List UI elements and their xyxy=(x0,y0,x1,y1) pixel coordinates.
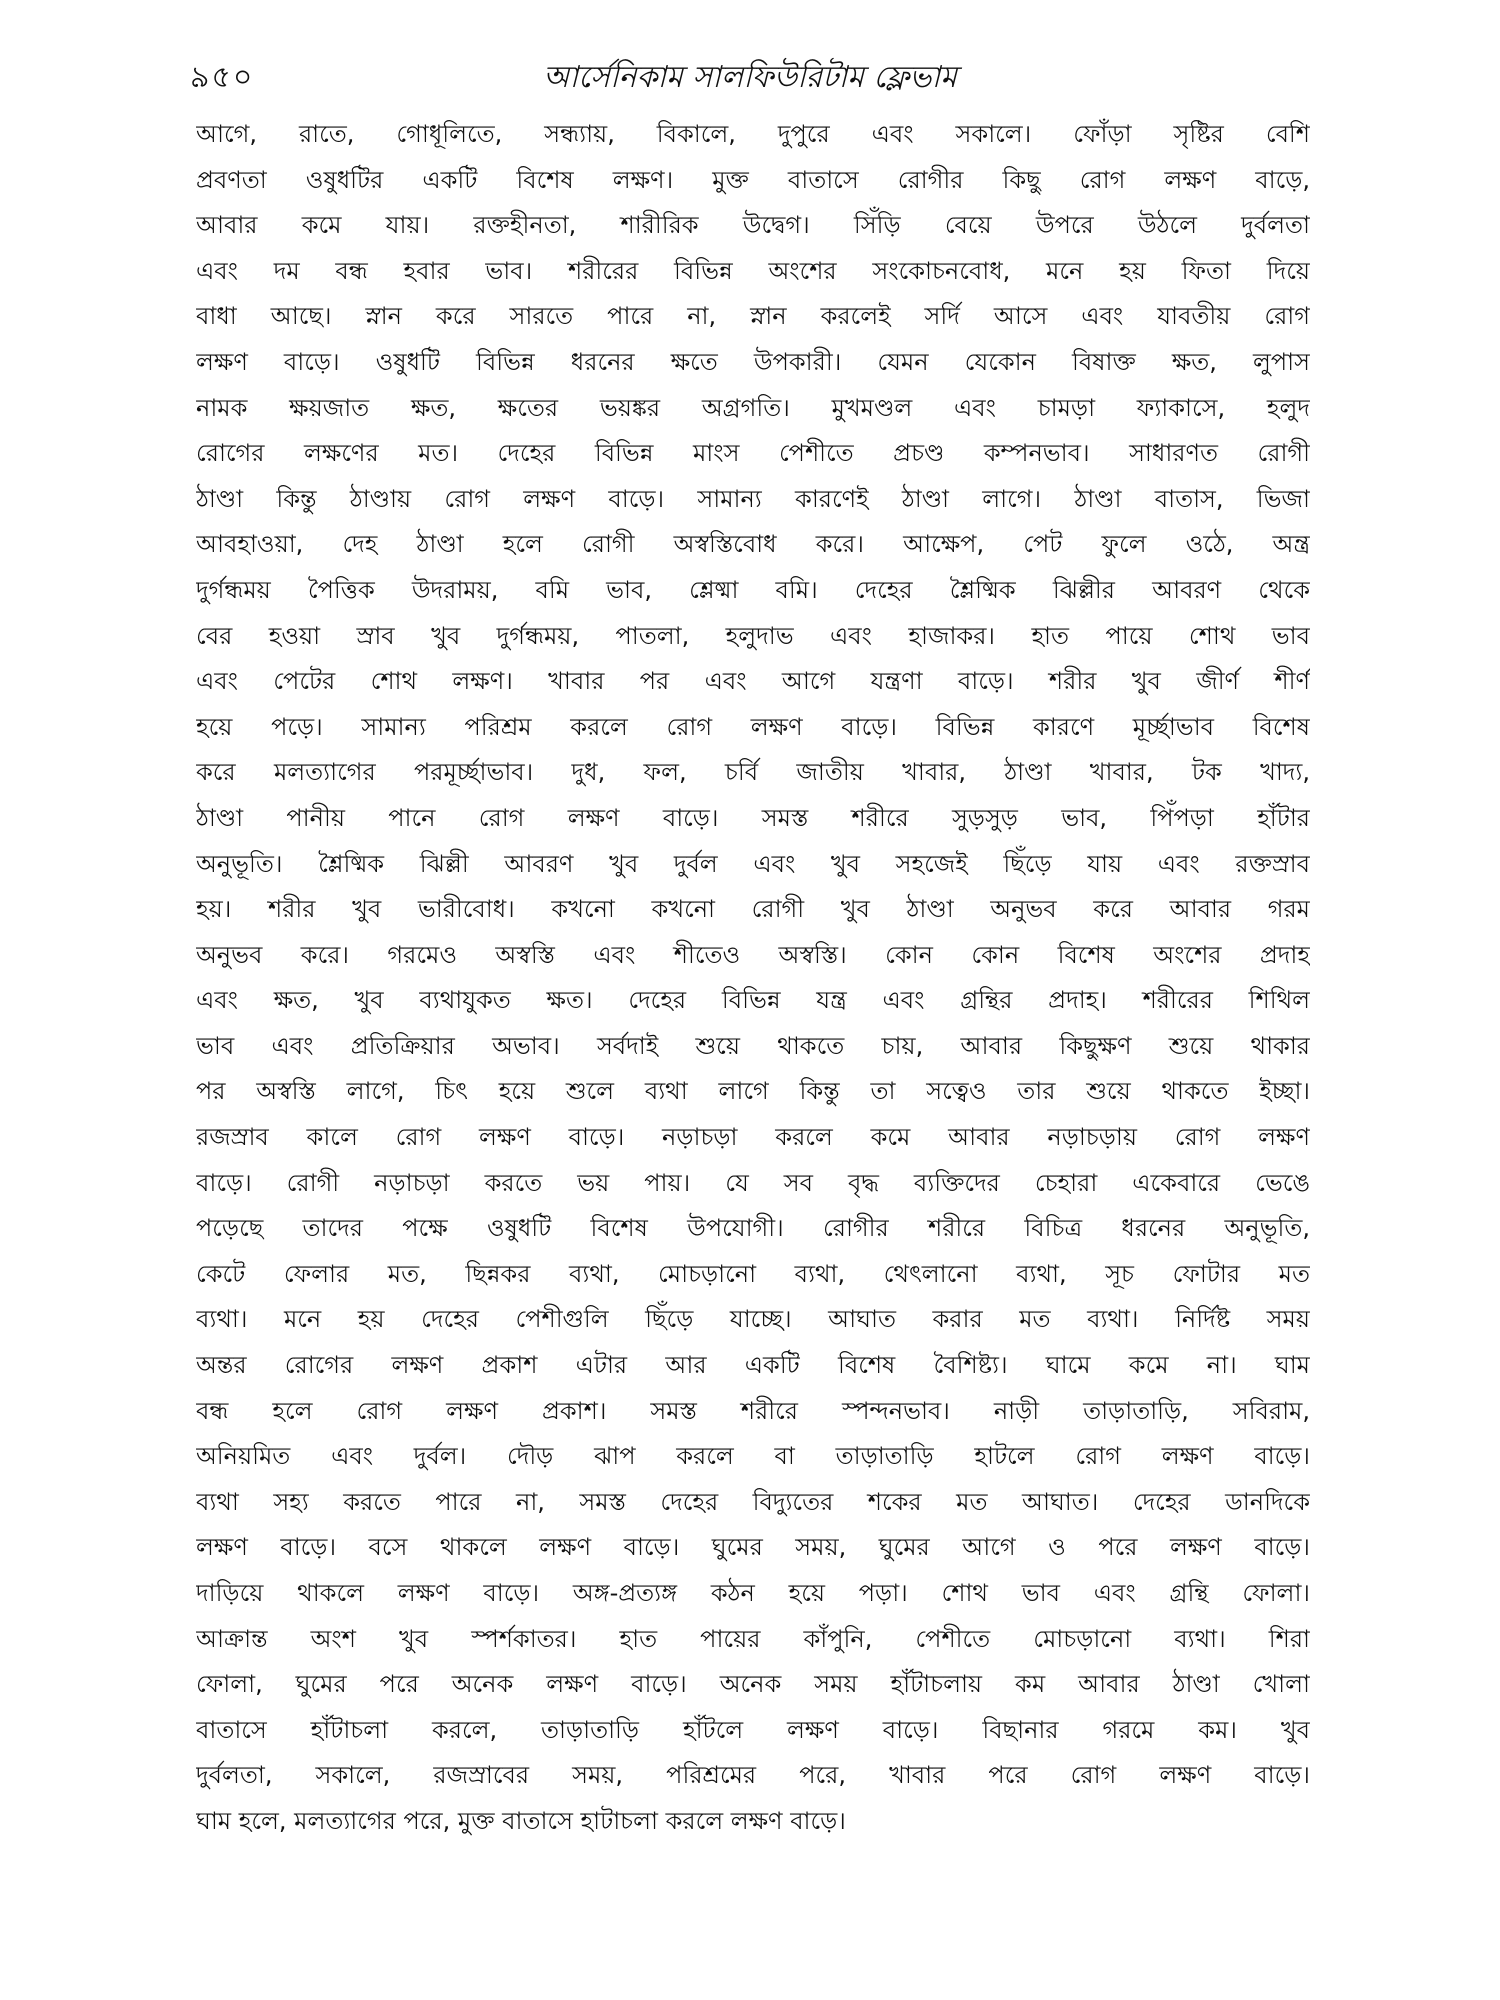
text-line: ফোলা, ঘুমের পরে অনেক লক্ষণ বাড়ে। অনেক সময় হাঁটাচলায় কম আবার ঠাণ্ডা খোলা xyxy=(196,1670,1310,1699)
text-line: ঠাণ্ডা কিন্তু ঠাণ্ডায় রোগ লক্ষণ বাড়ে। সামান্য কারণেই ঠাণ্ডা লাগে। ঠাণ্ডা বাতাস, ভিজা xyxy=(196,484,1310,513)
text-line: আক্রান্ত অংশ খুব স্পর্শকাতর। হাত পায়ের কাঁপুনি, পেশীতে মোচড়ানো ব্যথা। শিরা xyxy=(196,1624,1310,1653)
text-line: এবং ক্ষত, খুব ব্যথাযুকত ক্ষত। দেহের বিভিন্ন যন্ত্র এবং গ্রন্থির প্রদাহ। শরীরের শিথিল xyxy=(196,986,1310,1015)
text-line: ঠাণ্ডা পানীয় পানে রোগ লক্ষণ বাড়ে। সমস্ত শরীরে সুড়সুড় ভাব, পিঁপড়া হাঁটার xyxy=(196,803,1310,832)
text-line: রজস্রাব কালে রোগ লক্ষণ বাড়ে। নড়াচড়া করলে কমে আবার নড়াচড়ায় রোগ লক্ষণ xyxy=(196,1123,1310,1152)
text-line: হয়। শরীর খুব ভারীবোধ। কখনো কখনো রোগী খুব ঠাণ্ডা অনুভব করে আবার গরম xyxy=(196,895,1310,924)
text-line: বাড়ে। রোগী নড়াচড়া করতে ভয় পায়। যে সব বৃদ্ধ ব্যক্তিদের চেহারা একেবারে ভেঙে xyxy=(196,1168,1310,1197)
text-line: করে মলত্যাগের পরমূর্চ্ছাভাব। দুধ, ফল, চর্বি জাতীয় খাবার, ঠাণ্ডা খাবার, টক খাদ্য, xyxy=(196,758,1310,787)
body-text xyxy=(196,112,1310,1845)
text-line: আবার কমে যায়। রক্তহীনতা, শারীরিক উদ্বেগ। সিঁড়ি বেয়ে উপরে উঠলে দুর্বলতা xyxy=(196,211,1310,240)
text-line: ভাব এবং প্রতিক্রিয়ার অভাব। সর্বদাই শুয়ে থাকতে চায়, আবার কিছুক্ষণ শুয়ে থাকার xyxy=(196,1031,1310,1060)
text-line: লক্ষণ বাড়ে। ওষুধটি বিভিন্ন ধরনের ক্ষতে উপকারী। যেমন যেকোন বিষাক্ত ক্ষত, লুপাস xyxy=(196,347,1310,376)
book-title: আর্সেনিকাম সালফিউরিটাম ফ্লেভাম xyxy=(543,60,957,95)
text-line: অন্তর রোগের লক্ষণ প্রকাশ এটার আর একটি বিশেষ বৈশিষ্ট্য। ঘামে কমে না। ঘাম xyxy=(196,1351,1310,1380)
text-line: বাধা আছে। স্নান করে সারতে পারে না, স্নান করলেই সর্দি আসে এবং যাবতীয় রোগ xyxy=(196,302,1310,331)
text-line: অনুভব করে। গরমেও অস্বস্তি এবং শীতেও অস্বস্তি। কোন কোন বিশেষ অংশের প্রদাহ xyxy=(196,940,1310,969)
text-line: ব্যথা। মনে হয় দেহের পেশীগুলি ছিঁড়ে যাচ্ছে। আঘাত করার মত ব্যথা। নির্দিষ্ট সময় xyxy=(196,1305,1310,1334)
text-line: অনুভূতি। শ্লৈষ্মিক ঝিল্লী আবরণ খুব দুর্বল এবং খুব সহজেই ছিঁড়ে যায় এবং রক্তস্রাব xyxy=(196,849,1310,878)
text-line: এবং পেটের শোথ লক্ষণ। খাবার পর এবং আগে যন্ত্রণা বাড়ে। শরীর খুব জীর্ণ শীর্ণ xyxy=(196,667,1310,696)
text-line: হয়ে পড়ে। সামান্য পরিশ্রম করলে রোগ লক্ষণ বাড়ে। বিভিন্ন কারণে মূর্চ্ছাভাব বিশেষ xyxy=(196,712,1310,741)
text-line: লক্ষণ বাড়ে। বসে থাকলে লক্ষণ বাড়ে। ঘুমের সময়, ঘুমের আগে ও পরে লক্ষণ বাড়ে। xyxy=(196,1533,1310,1562)
text-line: এবং দম বন্ধ হবার ভাব। শরীরের বিভিন্ন অংশের সংকোচনবোধ, মনে হয় ফিতা দিয়ে xyxy=(196,256,1310,285)
text-line: দুর্গন্ধময় পৈত্তিক উদরাময়, বমি ভাব, শ্লেষ্মা বমি। দেহের শ্লৈষ্মিক ঝিল্লীর আবরণ থেকে xyxy=(196,575,1310,604)
text-line: আগে, রাতে, গোধূলিতে, সন্ধ্যায়, বিকালে, দুপুরে এবং সকালে। ফোঁড়া সৃষ্টির বেশি xyxy=(196,120,1310,148)
text-line: বন্ধ হলে রোগ লক্ষণ প্রকাশ। সমস্ত শরীরে স্পন্দনভাব। নাড়ী তাড়াতাড়ি, সবিরাম, xyxy=(196,1396,1310,1425)
text-line: রোগের লক্ষণের মত। দেহের বিভিন্ন মাংস পেশীতে প্রচণ্ড কম্পনভাব। সাধারণত রোগী xyxy=(196,439,1310,468)
text-line: প্রবণতা ওষুধটির একটি বিশেষ লক্ষণ। মুক্ত বাতাসে রোগীর কিছু রোগ লক্ষণ বাড়ে, xyxy=(196,165,1310,194)
text-line: দাড়িয়ে থাকলে লক্ষণ বাড়ে। অঙ্গ-প্রত্যঙ্গ কঠন হয়ে পড়া। শোথ ভাব এবং গ্রন্থি ফোলা। xyxy=(196,1579,1310,1607)
text-line: ব্যথা সহ্য করতে পারে না, সমস্ত দেহের বিদ্যুতের শকের মত আঘাত। দেহের ডানদিকে xyxy=(196,1487,1310,1516)
text-line: পর অস্বস্তি লাগে, চিৎ হয়ে শুলে ব্যথা লাগে কিন্তু তা সত্বেও তার শুয়ে থাকতে ইচ্ছা। xyxy=(196,1077,1310,1106)
text-line-last: ঘাম হলে, মলত্যাগের পরে, মুক্ত বাতাসে হাটাচলা করলে লক্ষণ বাড়ে। xyxy=(196,1806,846,1835)
text-line: বাতাসে হাঁটাচলা করলে, তাড়াতাড়ি হাঁটলে লক্ষণ বাড়ে। বিছানার গরমে কম। খুব xyxy=(196,1715,1310,1744)
text-line: পড়েছে তাদের পক্ষে ওষুধটি বিশেষ উপযোগী। রোগীর শরীরে বিচিত্র ধরনের অনুভূতি, xyxy=(196,1214,1310,1243)
page-number: ৯৫০ xyxy=(190,60,255,95)
text-line: নামক ক্ষয়জাত ক্ষত, ক্ষতের ভয়ঙ্কর অগ্রগতি। মুখমণ্ডল এবং চামড়া ফ্যাকাসে, হলুদ xyxy=(196,393,1310,422)
text-line: আবহাওয়া, দেহ ঠাণ্ডা হলে রোগী অস্বস্তিবোধ করে। আক্ষেপ, পেট ফুলে ওঠে, অন্ত্র xyxy=(196,530,1310,559)
text-line: দুর্বলতা, সকালে, রজস্রাবের সময়, পরিশ্রমের পরে, খাবার পরে রোগ লক্ষণ বাড়ে। xyxy=(196,1761,1310,1790)
text-line: কেটে ফেলার মত, ছিন্নকর ব্যথা, মোচড়ানো ব্যথা, থেৎলানো ব্যথা, সূচ ফোটার মত xyxy=(196,1259,1310,1288)
text-line: অনিয়মিত এবং দুর্বল। দৌড় ঝাপ করলে বা তাড়াতাড়ি হাটলে রোগ লক্ষণ বাড়ে। xyxy=(196,1442,1310,1471)
running-head xyxy=(190,48,1310,108)
text-line: বের হওয়া স্রাব খুব দুর্গন্ধময়, পাতলা, হলুদাভ এবং হাজাকর। হাত পায়ে শোথ ভাব xyxy=(196,621,1310,650)
